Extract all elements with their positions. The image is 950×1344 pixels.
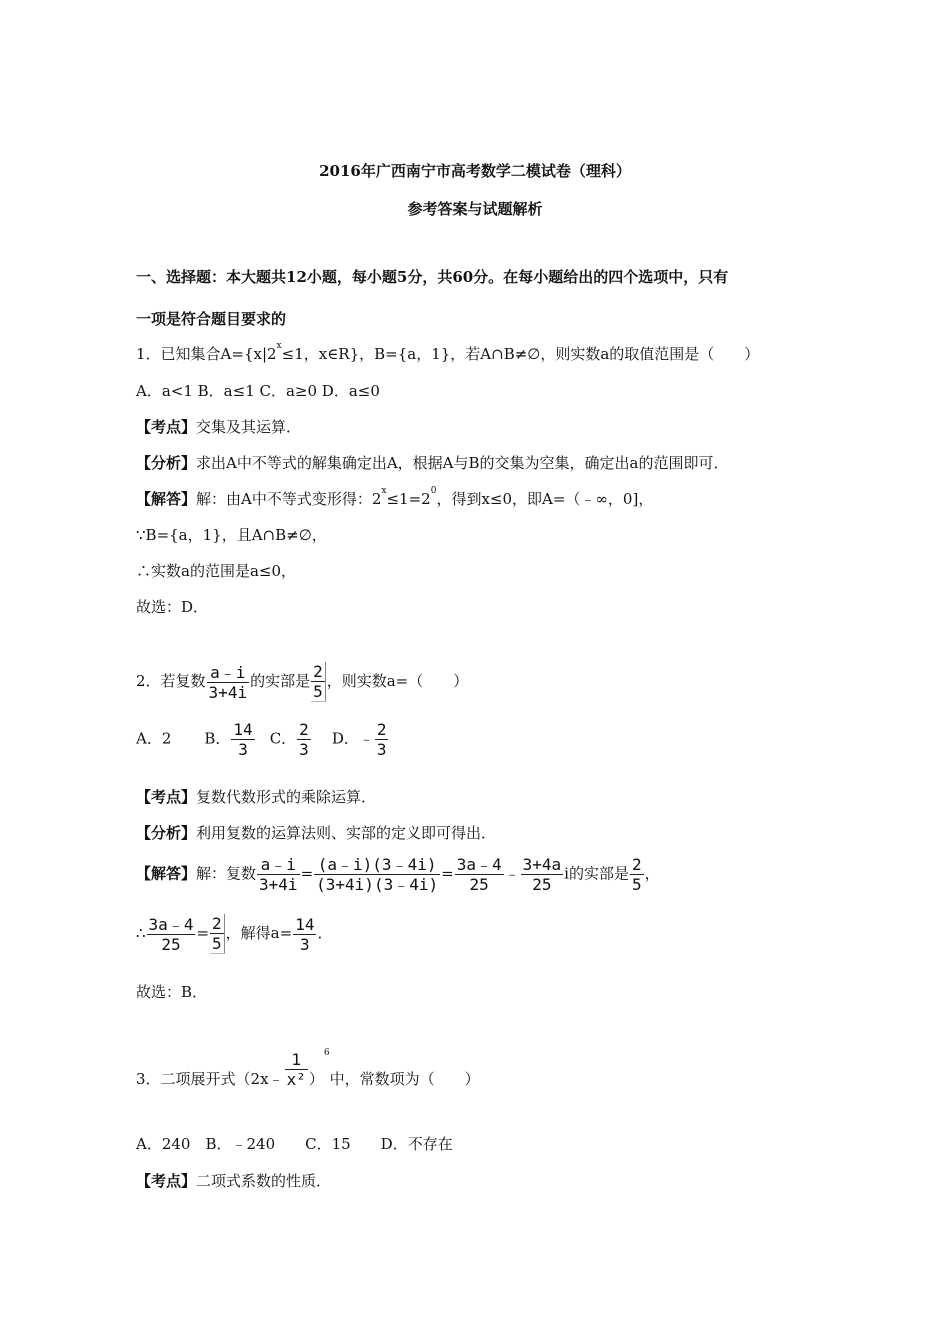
section-heading-line1: 一、选择题：本大题共12小题，每小题5分，共60分。在每小题给出的四个选项中，只有 [136, 268, 729, 286]
q2-therefore-fraction-3-num: 14 [295, 914, 315, 934]
q2-jieda [136, 855, 660, 894]
q3-kaodian-label: 【考点】 [136, 1172, 197, 1190]
q2-kaodian-label: 【考点】 [136, 788, 197, 806]
q3-stem [136, 1050, 480, 1089]
q1-jieda-part-c: ，得到x≤0，即A=（﹣∞，0]， [436, 490, 654, 508]
q3-stem-superscript: 6 [323, 1048, 330, 1058]
q2-therefore-fraction-1-num: 3a﹣4 [148, 914, 194, 934]
q2-jieda-fraction-1-num: a﹣i [257, 855, 300, 875]
q3-kaodian-text: 二项式系数的性质． [196, 1172, 332, 1190]
q2-therefore-equals: = [196, 924, 210, 942]
q1-stem-part-a: 1．已知集合A={x|2 [136, 345, 277, 363]
q3-fraction-den: x² [286, 1070, 306, 1089]
q1-fenxi-text: 求出A中不等式的解集确定出A，根据A与B的交集为空集，确定出a的范围即可． [196, 454, 729, 472]
q2-jieda-fraction-4-den: 25 [532, 875, 552, 894]
q2-option-d-num: 2 [376, 720, 387, 739]
q2-therefore-middle: ，解得a= [225, 924, 293, 942]
q3-kaodian [136, 1170, 331, 1191]
q2-jieda-fraction-3-num: 3a﹣4 [456, 855, 502, 874]
q1-jieda-part-a: 解：由A中不等式变形得：2 [196, 490, 382, 508]
q2-therefore-fraction-1 [147, 915, 196, 954]
q3-stem-part-c: 中，常数项为（ ） [329, 1070, 480, 1088]
q2-fraction-2-den: 5 [313, 682, 323, 701]
q2-therefore-fraction-2 [210, 914, 225, 954]
q2-option-b-label: B． [204, 729, 231, 748]
q2-fenxi-label: 【分析】 [136, 824, 197, 842]
q2-option-c-fraction [297, 720, 311, 759]
q2-stem-part-c: ，则实数a=（ ） [326, 672, 469, 690]
q2-fraction-1 [207, 663, 250, 702]
q2-option-d-fraction [375, 720, 389, 759]
q2-option-c-den: 3 [299, 740, 309, 759]
q2-option-a: A．2 [136, 729, 187, 748]
q2-therefore-fraction-3 [293, 915, 316, 954]
q1-fenxi-label: 【分析】 [136, 454, 197, 472]
q2-stem [136, 662, 468, 702]
q2-option-c-num: 2 [299, 720, 309, 739]
q2-jieda-minus: ﹣ [504, 864, 520, 883]
q2-jieda-part-c: ， [644, 864, 660, 883]
q2-stem-part-a: 2．若复数 [136, 672, 206, 690]
q2-option-b-fraction [231, 720, 254, 759]
q2-kaodian [136, 786, 376, 807]
document-title: 2016年广西南宁市高考数学二模试卷（理科） [319, 162, 631, 180]
q2-fenxi-text: 利用复数的运算法则、实部的定义即可得出． [196, 824, 497, 842]
q1-kaodian-label: 【考点】 [136, 418, 197, 436]
q2-jieda-part-b: i的实部是 [564, 864, 629, 883]
q2-fraction-2-num: 2 [313, 662, 323, 681]
q2-fraction-1-den: 3+4i [208, 682, 248, 702]
q2-therefore-line [136, 914, 332, 954]
q1-jieda-part-b: ≤1=2 [386, 490, 431, 508]
q1-solution-line2: ∵B={a，1}，且A∩B≠∅， [136, 526, 327, 544]
section-heading-line2: 一项是符合题目要求的 [136, 310, 287, 328]
q2-options [136, 720, 389, 759]
q2-jieda-fraction-1-den: 3+4i [259, 875, 298, 894]
q1-stem-part-b: ≤1，x∈R}，B={a，1}，若A∩B≠∅，则实数a的取值范围是（ ） [281, 345, 760, 363]
q2-therefore-fraction-2-num: 2 [212, 914, 222, 933]
q2-fenxi [136, 822, 496, 843]
q2-jieda-label: 【解答】 [136, 864, 197, 883]
q2-option-c-label: C． [269, 729, 297, 748]
q2-jieda-fraction-5 [630, 855, 644, 894]
q1-answer: 故选：D． [136, 598, 209, 616]
q2-jieda-fraction-5-den: 5 [631, 875, 642, 894]
q1-kaodian-text: 交集及其运算． [196, 418, 302, 436]
q2-jieda-fraction-4-num: 3+4a [522, 855, 562, 874]
q2-option-d-den: 3 [376, 740, 387, 759]
q2-jieda-equals-2: = [441, 864, 454, 883]
q1-stem [136, 343, 759, 364]
q1-jieda-sup2: 0 [430, 486, 437, 496]
q2-jieda-fraction-3 [455, 855, 504, 894]
q3-fraction-num: 1 [285, 1050, 308, 1070]
q1-jieda-label: 【解答】 [136, 490, 197, 508]
q2-jieda-fraction-4 [521, 855, 564, 894]
q2-jieda-fraction-2-num: (a﹣i)(3﹣4i) [314, 855, 440, 875]
q2-answer: 故选：B． [136, 983, 208, 1001]
q3-options: A．240 B．﹣240 C．15 D．不存在 [136, 1135, 453, 1153]
q1-stem-superscript: x [276, 341, 282, 351]
q2-jieda-fraction-5-num: 2 [631, 855, 642, 874]
q2-therefore-fraction-3-den: 3 [300, 934, 310, 954]
q2-jieda-part-a: 解：复数 [196, 864, 257, 883]
q2-jieda-fraction-2 [314, 855, 440, 894]
q1-solution-line3: ∴实数a的范围是a≤0， [136, 562, 296, 580]
q1-fenxi [136, 452, 728, 473]
q2-therefore-fraction-1-den: 25 [161, 934, 181, 954]
q1-options: A．a<1 B．a≤1 C．a≥0 D．a≤0 [136, 382, 380, 400]
q2-therefore-symbol: ∴ [136, 924, 146, 942]
q3-stem-part-a: 3．二项展开式（2x﹣ [136, 1070, 284, 1088]
q2-stem-part-b: 的实部是 [250, 672, 311, 690]
q1-jieda-sup1: x [381, 486, 387, 496]
q2-fraction-1-num: a﹣i [207, 663, 250, 683]
q3-stem-part-b: ） [308, 1070, 324, 1088]
q1-jieda [136, 488, 653, 509]
q2-option-b-num: 14 [233, 720, 253, 739]
q2-fraction-2 [311, 662, 326, 702]
q3-fraction [285, 1050, 308, 1089]
document-subtitle: 参考答案与试题解析 [407, 200, 543, 218]
q2-jieda-fraction-3-den: 25 [469, 875, 489, 894]
q2-therefore-end: ． [317, 924, 333, 942]
q2-therefore-fraction-2-den: 5 [212, 934, 222, 953]
q2-option-b-den: 3 [238, 740, 248, 759]
q2-jieda-equals-1: = [300, 864, 314, 883]
q2-option-d-label: D．﹣ [331, 729, 374, 748]
q2-jieda-fraction-1 [257, 855, 300, 894]
q1-kaodian [136, 416, 301, 437]
q2-jieda-fraction-2-den: (3+4i)(3﹣4i) [316, 875, 439, 894]
q2-kaodian-text: 复数代数形式的乘除运算． [196, 788, 377, 806]
